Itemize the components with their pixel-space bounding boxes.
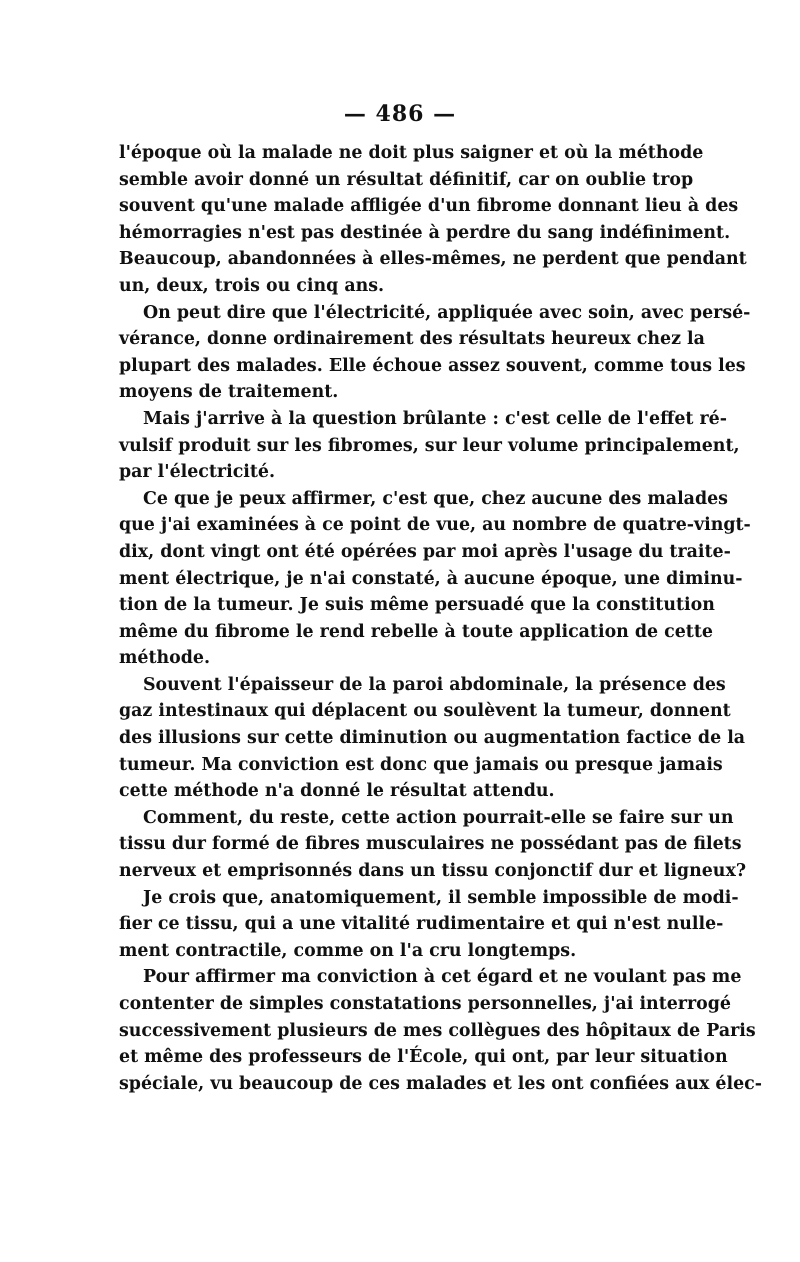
text-line: tion de la tumeur. Je suis même persuadé que la constitution xyxy=(119,595,715,616)
text-line: hémorragies n'est pas destinée à perdre du sang indéfiniment. xyxy=(119,222,731,243)
text-line: plupart des malades. Elle échoue assez souvent, comme tous les xyxy=(119,355,746,376)
text-line: contenter de simples constatations personnelles, j'ai interrogé xyxy=(119,994,731,1014)
text-line: semble avoir donné un résultat définitif, car on oublie trop xyxy=(119,169,694,190)
text-line: vérance, donne ordinairement des résultats heureux chez la xyxy=(119,329,705,350)
text-line: et même des professeurs de l'École, qui ont, par leur situation xyxy=(119,1047,728,1068)
text-line: Comment, du reste, cette action pourrait-elle se faire sur un xyxy=(143,807,734,828)
text-line: cette méthode n'a donné le résultat attendu. xyxy=(119,781,555,802)
page-number: — 486 — xyxy=(343,101,457,127)
text-line: fier ce tissu, qui a une vitalité rudimentaire et qui n'est nulle- xyxy=(119,914,724,935)
text-line: tumeur. Ma conviction est donc que jamais ou presque jamais xyxy=(119,754,723,775)
text-line: nerveux et emprisonnés dans un tissu conjonctif dur et ligneux? xyxy=(119,861,747,882)
text-line: ment contractile, comme on l'a cru longtemps. xyxy=(119,940,577,961)
text-line: Mais j'arrive à la question brûlante : c'est celle de l'effet ré- xyxy=(143,408,727,429)
text-line: On peut dire que l'électricité, appliquée avec soin, avec persé- xyxy=(143,302,751,323)
body-text xyxy=(119,140,762,1097)
paragraph xyxy=(119,486,751,672)
text-line: que j'ai examinées à ce point de vue, au nombre de quatre-vingt- xyxy=(119,515,751,536)
text-line: dix, dont vingt ont été opérées par moi après l'usage du traite- xyxy=(119,541,731,562)
text-line: l'époque où la malade ne doit plus saigner et où la méthode xyxy=(119,143,704,163)
text-line: un, deux, trois ou cinq ans. xyxy=(119,275,385,296)
text-line: même du fibrome le rend rebelle à toute application de cette xyxy=(119,621,713,642)
text-line: successivement plusieurs de mes collègues des hôpitaux de Paris xyxy=(119,1020,756,1041)
paragraph xyxy=(119,885,739,965)
text-line: vulsif produit sur les fibromes, sur leur volume principalement, xyxy=(119,435,740,456)
text-line: Souvent l'épaisseur de la paroi abdominale, la présence des xyxy=(143,674,726,695)
text-line: gaz intestinaux qui déplacent ou soulèvent la tumeur, donnent xyxy=(119,701,731,722)
text-line: spéciale, vu beaucoup de ces malades et les ont confiées aux élec- xyxy=(119,1073,762,1094)
text-line: Pour affirmer ma conviction à cet égard et ne voulant pas me xyxy=(143,967,742,988)
text-line: souvent qu'une malade affligée d'un fibrome donnant lieu à des xyxy=(119,196,739,217)
text-line: méthode. xyxy=(119,648,211,669)
paragraph xyxy=(119,406,740,486)
text-line: tissu dur formé de fibres musculaires ne possédant pas de filets xyxy=(119,834,742,855)
text-line: ment électrique, je n'ai constaté, à aucune époque, une diminu- xyxy=(119,568,743,589)
text-line: Beaucoup, abandonnées à elles-mêmes, ne perdent que pendant xyxy=(119,249,747,270)
text-line: des illusions sur cette diminution ou augmentation factice de la xyxy=(119,728,746,749)
paragraph xyxy=(119,964,762,1097)
paragraph xyxy=(119,672,746,805)
paragraph xyxy=(119,140,747,300)
text-line: moyens de traitement. xyxy=(119,382,339,403)
text-line: par l'électricité. xyxy=(119,462,276,483)
paragraph xyxy=(119,805,747,885)
text-line: Ce que je peux affirmer, c'est que, chez aucune des malades xyxy=(143,488,728,509)
text-line: Je crois que, anatomiquement, il semble impossible de modi- xyxy=(143,887,739,908)
paragraph xyxy=(119,300,751,406)
